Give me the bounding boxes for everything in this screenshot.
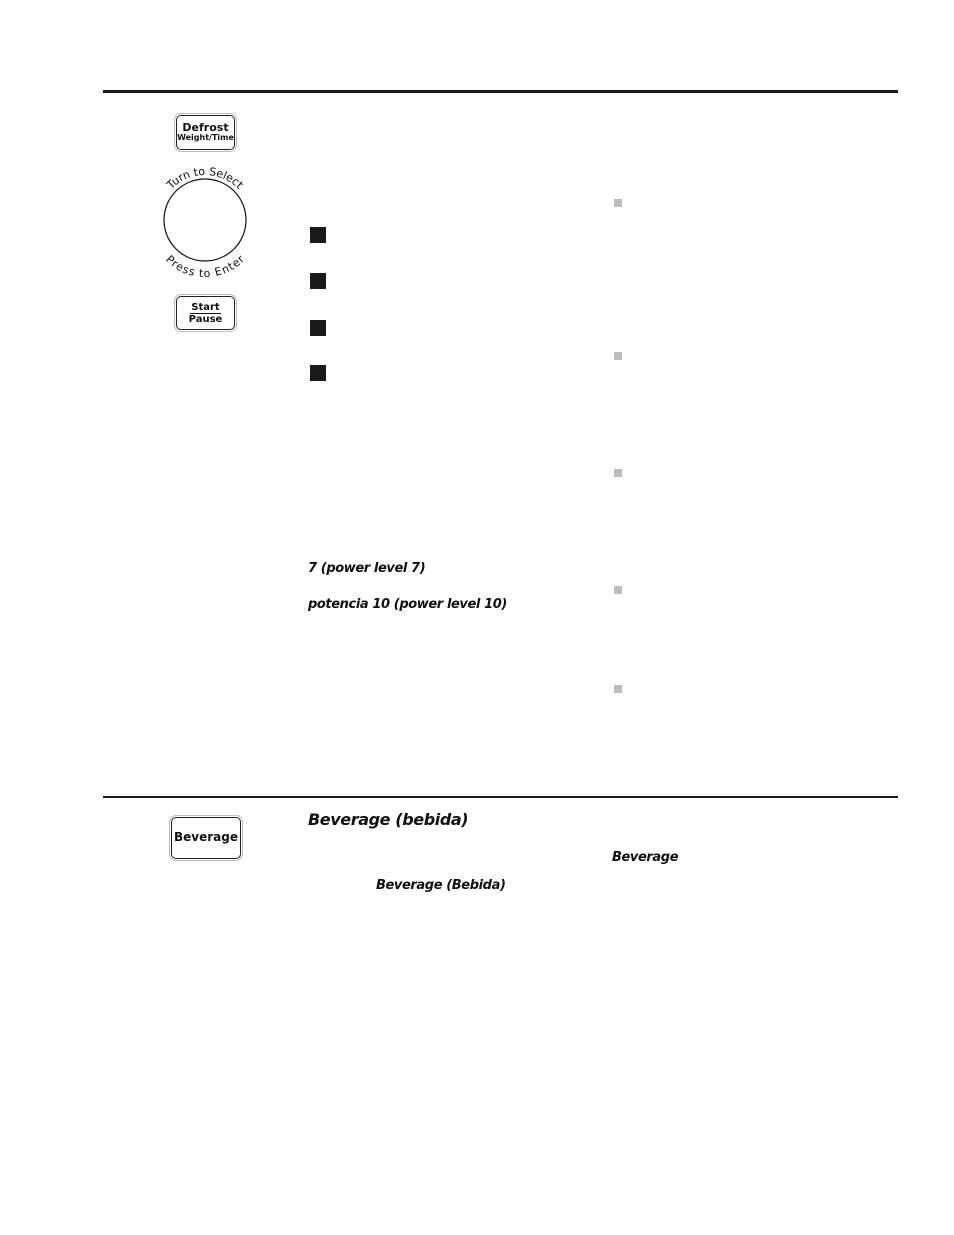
bullet-2	[614, 352, 622, 360]
beverage-inline-text: Beverage	[612, 850, 679, 865]
defrost-key-label: Defrost	[182, 121, 229, 135]
defrost-key-sublabel: Weight/Time	[177, 133, 234, 143]
start-key-label: Start	[191, 301, 220, 313]
start-pause-key[interactable]	[176, 296, 235, 330]
step-marker-2	[310, 273, 326, 289]
step-marker-1	[310, 227, 326, 243]
dial-top-label: Turn to Select	[164, 164, 246, 192]
bullet-3	[614, 469, 622, 477]
power-level-10-text: potencia 10 (power level 10)	[308, 597, 507, 612]
bullet-5	[614, 685, 622, 693]
top-rule	[103, 90, 898, 93]
step-marker-3	[310, 320, 326, 336]
defrost-weight-time-key[interactable]	[176, 115, 235, 150]
section-divider	[103, 796, 898, 798]
beverage-heading: Beverage (bebida)	[308, 810, 469, 829]
dial-knob[interactable]	[164, 179, 246, 261]
bullet-4	[614, 586, 622, 594]
beverage-bebida-inline-text: Beverage (Bebida)	[376, 878, 506, 893]
step-marker-4	[310, 365, 326, 381]
dial-bottom-label: Press to Enter	[163, 252, 247, 281]
beverage-key-label: Beverage	[174, 830, 238, 845]
beverage-key[interactable]	[171, 817, 241, 859]
power-level-7-text: 7 (power level 7)	[308, 561, 426, 576]
pause-key-label: Pause	[188, 313, 223, 325]
bullet-1	[614, 199, 622, 207]
select-dial[interactable]	[150, 152, 260, 287]
